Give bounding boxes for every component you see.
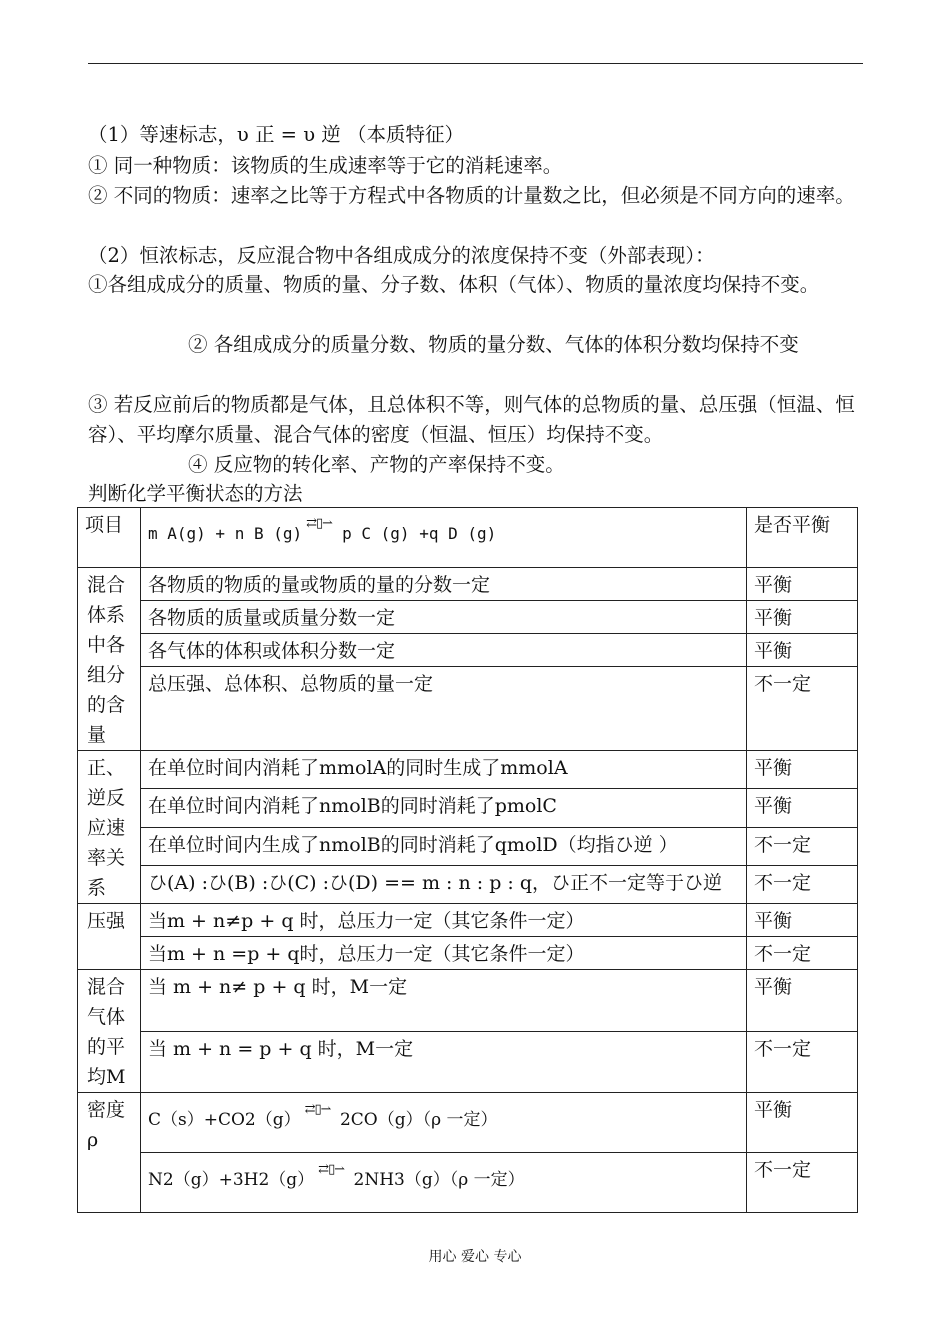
result-cell: 平衡 bbox=[747, 789, 858, 827]
table-row bbox=[78, 1031, 858, 1093]
category-molar-mass: 混合气体的平均M bbox=[78, 970, 141, 1093]
table-row bbox=[78, 601, 858, 634]
header-rule bbox=[88, 63, 863, 64]
result-cell: 平衡 bbox=[747, 1093, 858, 1153]
paragraph-gas-reaction: ③ 若反应前后的物质都是气体，且总体积不等，则气体的总物质的量、总压强（恒温、恒容）、平均摩尔质量、混合气体的密度（恒温、恒压）均保持不变。 bbox=[88, 393, 855, 446]
condition-cell: 在单位时间内消耗了nmolB的同时消耗了pmolC bbox=[141, 789, 747, 827]
equilibrium-arrow-icon: ⇄▯⇀ bbox=[318, 1162, 345, 1177]
category-pressure: 压强 bbox=[78, 904, 141, 970]
category-content: 混合体系中各组分的含量 bbox=[78, 568, 141, 751]
condition-cell: 当 m + n≠ p + q 时，M一定 bbox=[141, 970, 747, 1032]
equilibrium-table bbox=[77, 507, 858, 1213]
condition-cell: 当 m + n = p + q 时，M一定 bbox=[141, 1031, 747, 1093]
result-cell: 平衡 bbox=[747, 568, 858, 601]
condition-cell: 在单位时间内生成了nmolB的同时消耗了qmolD（均指ひ逆 ） bbox=[141, 827, 747, 865]
paragraph-constant-concentration: （2）恒浓标志，反应混合物中各组成成分的浓度保持不变（外部表现）： bbox=[88, 244, 715, 267]
table-row bbox=[78, 751, 858, 789]
result-cell: 平衡 bbox=[747, 970, 858, 1032]
table-row bbox=[78, 1153, 858, 1213]
category-density: 密度ρ bbox=[78, 1093, 141, 1213]
page-footer: 用心 爱心 专心 bbox=[428, 1249, 522, 1265]
table-row bbox=[78, 667, 858, 751]
condition-cell: ひ(A) :ひ(B) :ひ(C) :ひ(D) == m : n : p : q，ひ正不一定等于ひ逆 bbox=[141, 865, 747, 903]
result-cell: 不一定 bbox=[747, 667, 858, 751]
paragraph-conversion-rate: ④ 反应物的转化率、产物的产率保持不变。 bbox=[188, 453, 565, 476]
paragraph-mass-fraction: ② 各组成成分的质量分数、物质的量分数、气体的体积分数均保持不变 bbox=[188, 333, 799, 356]
table-row bbox=[78, 568, 858, 601]
header-balance: 是否平衡 bbox=[747, 508, 858, 568]
result-cell: 不一定 bbox=[747, 1153, 858, 1213]
condition-cell: 当m + n≠p + q 时，总压力一定（其它条件一定） bbox=[141, 904, 747, 937]
result-cell: 不一定 bbox=[747, 1031, 858, 1093]
density-eq2-right: 2NH3（g）（ρ 一定） bbox=[353, 1170, 525, 1190]
paragraph-same-substance: ① 同一种物质：该物质的生成速率等于它的消耗速率。 bbox=[88, 154, 563, 177]
condition-cell: 各物质的质量或质量分数一定 bbox=[141, 601, 747, 634]
category-rate: 正、逆反应速率关系 bbox=[78, 751, 141, 904]
table-row bbox=[78, 1093, 858, 1153]
paragraph-component-mass: ①各组成成分的质量、物质的量、分子数、体积（气体）、物质的量浓度均保持不变。 bbox=[88, 273, 820, 296]
equilibrium-arrow-icon: ⇄▯⇀ bbox=[306, 516, 333, 531]
paragraph-constant-rate: （1）等速标志，υ 正 = υ 逆 （本质特征） bbox=[88, 123, 464, 146]
result-cell: 不一定 bbox=[747, 827, 858, 865]
table-title: 判断化学平衡状态的方法 bbox=[88, 482, 303, 505]
result-cell: 平衡 bbox=[747, 634, 858, 667]
condition-cell: 总压强、总体积、总物质的量一定 bbox=[141, 667, 747, 751]
condition-cell bbox=[141, 1153, 747, 1213]
result-cell: 不一定 bbox=[747, 937, 858, 970]
result-cell: 不一定 bbox=[747, 865, 858, 903]
header-item: 项目 bbox=[78, 508, 141, 568]
condition-cell: 当m + n =p + q时，总压力一定（其它条件一定） bbox=[141, 937, 747, 970]
equation-left: m A(g) + n B (g) bbox=[148, 524, 303, 543]
condition-cell: 各物质的物质的量或物质的量的分数一定 bbox=[141, 568, 747, 601]
condition-cell: 各气体的体积或体积分数一定 bbox=[141, 634, 747, 667]
density-eq1-left: C（s）+CO2（g） bbox=[148, 1110, 301, 1130]
result-cell: 平衡 bbox=[747, 904, 858, 937]
header-equation bbox=[141, 508, 747, 568]
condition-cell bbox=[141, 1093, 747, 1153]
condition-cell: 在单位时间内消耗了mmolA的同时生成了mmolA bbox=[141, 751, 747, 789]
table-row bbox=[78, 904, 858, 937]
table-header-row bbox=[78, 508, 858, 568]
table-row bbox=[78, 865, 858, 903]
table-row bbox=[78, 827, 858, 865]
density-eq2-left: N2（g）+3H2（g） bbox=[148, 1170, 315, 1190]
table-row bbox=[78, 789, 858, 827]
density-eq1-right: 2CO（g）（ρ 一定） bbox=[339, 1110, 498, 1130]
table-row bbox=[78, 634, 858, 667]
equilibrium-arrow-icon: ⇄▯⇀ bbox=[304, 1102, 331, 1117]
paragraph-different-substance: ② 不同的物质：速率之比等于方程式中各物质的计量数之比，但必须是不同方向的速率。 bbox=[88, 184, 855, 207]
table-row bbox=[78, 970, 858, 1032]
result-cell: 平衡 bbox=[747, 751, 858, 789]
result-cell: 平衡 bbox=[747, 601, 858, 634]
equation-right: p C (g) +q D (g) bbox=[342, 524, 497, 543]
table-row bbox=[78, 937, 858, 970]
